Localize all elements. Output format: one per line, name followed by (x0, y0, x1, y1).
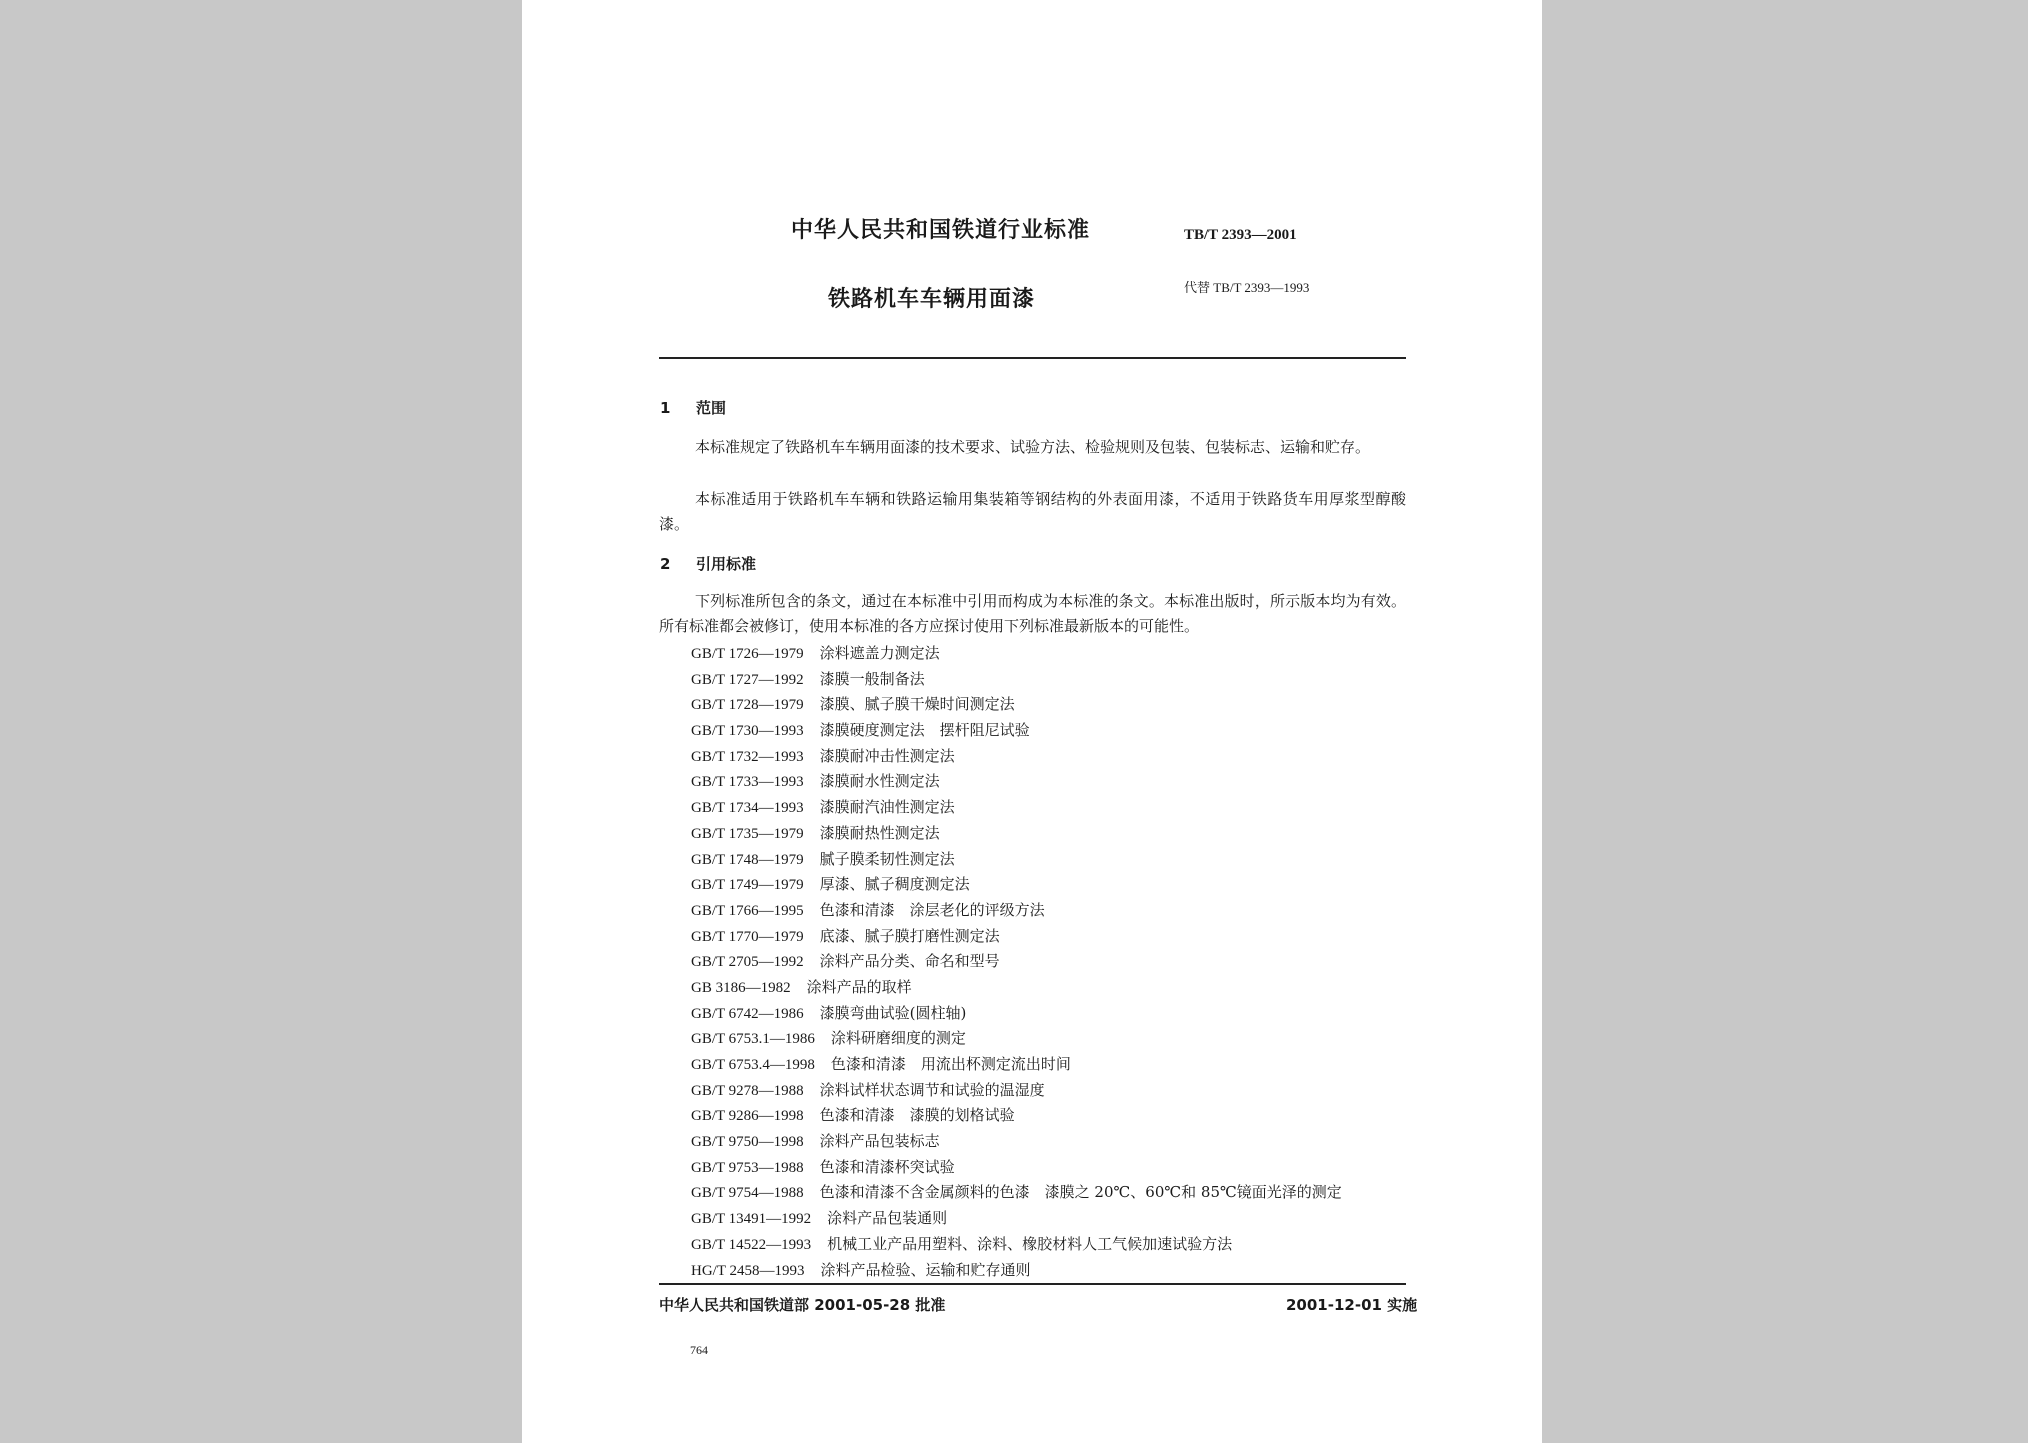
reference-title: 漆膜耐冲击性测定法 (819, 746, 955, 765)
reference-item (691, 744, 1342, 770)
reference-title: 厚漆、腻子稠度测定法 (819, 875, 970, 894)
reference-item (691, 1206, 1342, 1232)
document-title: 铁路机车车辆用面漆 (828, 287, 1036, 312)
section-2-heading (660, 553, 756, 574)
reference-code: GB/T 1735—1979 (691, 825, 804, 842)
reference-code: GB/T 9754—1988 (691, 1185, 804, 1202)
reference-item (691, 1001, 1342, 1027)
reference-item (691, 769, 1342, 795)
reference-title: 漆膜一般制备法 (819, 669, 925, 688)
reference-item (691, 1129, 1342, 1155)
reference-title: 色漆和清漆杯突试验 (819, 1157, 955, 1176)
reference-title: 涂料遮盖力测定法 (819, 644, 940, 662)
section-number: 1 (660, 399, 671, 417)
reference-title: 涂料产品包装标志 (819, 1132, 940, 1151)
reference-code: GB/T 1770—1979 (691, 928, 804, 945)
reference-code: GB/T 1726—1979 (691, 646, 804, 662)
page-number: 764 (690, 1343, 708, 1357)
section-title: 范围 (696, 399, 727, 417)
reference-title: 色漆和清漆 漆膜的划格试验 (819, 1106, 1015, 1125)
replaces-note: 代替 TB/T 2393—1993 (1184, 280, 1310, 295)
reference-title: 涂料研磨细度的测定 (830, 1029, 966, 1048)
reference-title: 涂料产品分类、命名和型号 (819, 952, 1000, 971)
reference-title: 漆膜弯曲试验(圆柱轴) (819, 1003, 967, 1022)
reference-code: GB/T 1766—1995 (691, 902, 804, 919)
reference-code: GB/T 9750—1998 (691, 1134, 804, 1151)
reference-title: 漆膜耐热性测定法 (819, 823, 940, 842)
reference-code: GB/T 1732—1993 (691, 748, 804, 765)
reference-code: GB/T 1748—1979 (691, 851, 804, 868)
paragraph: 本标准适用于铁路机车车辆和铁路运输用集装箱等钢结构的外表面用漆，不适用于铁路货车用厚浆型醇酸漆。 (659, 490, 1406, 533)
reference-item (691, 692, 1342, 718)
reference-item (691, 821, 1342, 847)
reference-code: GB/T 2705—1992 (691, 954, 804, 971)
header-rule (659, 357, 1406, 359)
reference-code: GB/T 9286—1998 (691, 1108, 804, 1125)
reference-code: GB/T 1749—1979 (691, 877, 804, 894)
section-number: 2 (660, 555, 671, 573)
reference-item (691, 1078, 1342, 1104)
reference-title: 机械工业产品用塑料、涂料、橡胶材料人工气候加速试验方法 (827, 1234, 1233, 1253)
reference-item (691, 1026, 1342, 1052)
reference-title: 漆膜耐汽油性测定法 (819, 798, 955, 817)
reference-title: 涂料产品包装通则 (827, 1209, 948, 1228)
reference-item (691, 1180, 1342, 1206)
paragraph: 下列标准所包含的条文，通过在本标准中引用而构成为本标准的条文。本标准出版时，所示版本均为有效。所有标准都会被修订，使用本标准的各方应探讨使用下列标准最新版本的可能性。 (659, 592, 1406, 635)
reference-code: GB 3186—1982 (691, 979, 791, 996)
standard-category: 中华人民共和国铁道行业标准 (791, 218, 1091, 243)
reference-title: 色漆和清漆 涂层老化的评级方法 (819, 900, 1045, 919)
reference-item (691, 667, 1342, 693)
section-title: 引用标准 (696, 555, 757, 573)
reference-code: GB/T 1728—1979 (691, 697, 804, 714)
reference-title: 涂料试样状态调节和试验的温湿度 (819, 1080, 1045, 1099)
section-1-heading (660, 397, 726, 418)
reference-title: 涂料产品的取样 (806, 977, 912, 996)
reference-title: 漆膜耐水性测定法 (819, 772, 940, 791)
reference-title: 涂料产品检验、运输和贮存通则 (820, 1260, 1031, 1279)
reference-item (691, 1103, 1342, 1129)
reference-code: GB/T 1733—1993 (691, 774, 804, 791)
reference-title: 色漆和清漆不含金属颜料的色漆 漆膜之 20℃、60℃和 85℃镜面光泽的测定 (819, 1183, 1342, 1202)
reference-code: GB/T 9278—1988 (691, 1082, 804, 1099)
approval-date: 中华人民共和国铁道部 2001-05-28 批准 (659, 1296, 946, 1314)
reference-code: HG/T 2458—1993 (691, 1262, 805, 1279)
reference-code: GB/T 6742—1986 (691, 1005, 804, 1022)
footer-rule (659, 1283, 1406, 1285)
reference-code: GB/T 13491—1992 (691, 1211, 812, 1228)
reference-item (691, 924, 1342, 950)
document-page (522, 0, 1542, 1443)
paragraph: 本标准规定了铁路机车车辆用面漆的技术要求、试验方法、检验规则及包装、包装标志、运输和贮存。 (695, 438, 1371, 456)
reference-code: GB/T 1727—1992 (691, 671, 804, 688)
reference-code: GB/T 14522—1993 (691, 1236, 812, 1253)
reference-code: GB/T 6753.4—1998 (691, 1057, 815, 1073)
reference-code: GB/T 1730—1993 (691, 723, 804, 740)
reference-item (691, 1052, 1342, 1078)
reference-item (691, 1232, 1342, 1258)
reference-code: GB/T 6753.1—1986 (691, 1031, 815, 1048)
implementation-date: 2001-12-01 实施 (1286, 1296, 1418, 1314)
reference-title: 底漆、腻子膜打磨性测定法 (819, 926, 1000, 945)
reference-item (691, 898, 1342, 924)
reference-item (691, 872, 1342, 898)
standard-code: TB/T 2393—2001 (1184, 227, 1297, 243)
reference-item (691, 1155, 1342, 1181)
reference-item (691, 949, 1342, 975)
reference-code: GB/T 9753—1988 (691, 1159, 804, 1176)
reference-item (691, 975, 1342, 1001)
reference-title: 漆膜硬度测定法 摆杆阻尼试验 (819, 721, 1030, 740)
reference-item (691, 1258, 1342, 1284)
reference-item (691, 641, 1342, 667)
reference-title: 腻子膜柔韧性测定法 (819, 849, 955, 868)
reference-item (691, 795, 1342, 821)
reference-item (691, 718, 1342, 744)
reference-list (691, 641, 1342, 1283)
reference-title: 漆膜、腻子膜干燥时间测定法 (819, 695, 1015, 714)
reference-title: 色漆和清漆 用流出杯测定流出时间 (830, 1055, 1071, 1073)
reference-item (691, 847, 1342, 873)
reference-code: GB/T 1734—1993 (691, 800, 804, 817)
